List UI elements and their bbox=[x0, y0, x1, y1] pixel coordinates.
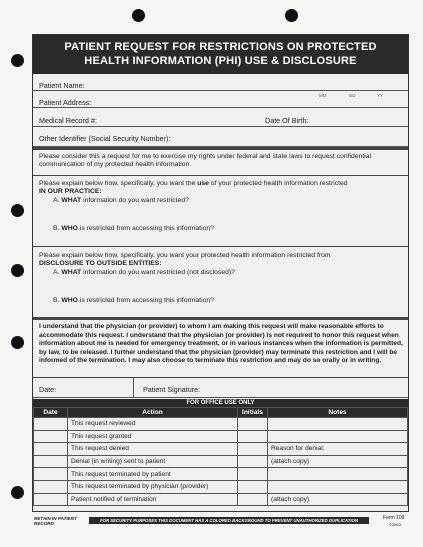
form-title bbox=[33, 35, 408, 74]
col-initials: Initials bbox=[238, 408, 268, 418]
table-row bbox=[34, 430, 408, 443]
notes-cell[interactable]: Reason for denial: bbox=[268, 443, 408, 456]
action-cell: This request denied bbox=[68, 443, 238, 456]
initials-cell[interactable] bbox=[238, 443, 268, 456]
question-prefix: B. bbox=[53, 225, 62, 232]
other-identifier-label: Other Identifier (Social Security Number): bbox=[39, 134, 171, 143]
binder-hole-top-left bbox=[132, 9, 145, 22]
form-number: Form 109 bbox=[383, 515, 405, 521]
retain-note-line-2: RECORD bbox=[34, 521, 54, 526]
date-cell[interactable] bbox=[34, 493, 68, 506]
request-text: Please consider this a request for me to exercise my rights under federal and state laws to request confidential communication of my protected health information. bbox=[39, 153, 372, 169]
retain-note bbox=[34, 516, 77, 526]
question-prefix: A. bbox=[53, 197, 62, 204]
section-divider bbox=[33, 246, 408, 247]
practice-question-a bbox=[53, 197, 189, 205]
date-cell[interactable] bbox=[34, 480, 68, 493]
form-title-line-2: HEALTH INFORMATION (PHI) USE & DISCLOSURE bbox=[84, 55, 357, 67]
initials-cell[interactable] bbox=[238, 430, 268, 443]
patient-address-field[interactable] bbox=[33, 91, 408, 108]
initials-cell[interactable] bbox=[238, 468, 268, 481]
action-cell: Denial (in writing) sent to patient bbox=[68, 455, 238, 468]
table-row bbox=[34, 455, 408, 468]
practice-intro bbox=[39, 180, 403, 197]
year-hint: YY bbox=[377, 93, 384, 98]
notes-cell[interactable] bbox=[268, 418, 408, 431]
question-text: is restricted from accessing this information? bbox=[77, 297, 214, 304]
practice-intro-use: use bbox=[197, 180, 209, 187]
day-hint: DD bbox=[349, 93, 356, 98]
initials-cell[interactable] bbox=[238, 480, 268, 493]
action-cell: This request terminated by physician (provider) bbox=[68, 480, 238, 493]
outside-question-a bbox=[53, 269, 235, 277]
question-text: information do you want restricted (not disclosed)? bbox=[81, 269, 235, 276]
outside-heading: DISCLOSURE TO OUTSIDE ENTITIES: bbox=[39, 260, 162, 268]
practice-heading: IN OUR PRACTICE: bbox=[39, 188, 102, 196]
date-label: Date: bbox=[39, 385, 57, 394]
signature-divider bbox=[133, 378, 134, 398]
question-prefix: A. bbox=[53, 269, 62, 276]
table-row bbox=[34, 480, 408, 493]
col-date: Date bbox=[34, 408, 68, 418]
question-keyword: WHO bbox=[61, 225, 78, 232]
outside-intro bbox=[39, 252, 403, 269]
signature-row[interactable] bbox=[33, 378, 408, 398]
medical-record-field[interactable] bbox=[33, 108, 408, 127]
question-prefix: B. bbox=[53, 297, 62, 304]
medical-record-label: Medical Record #: bbox=[39, 116, 97, 125]
question-keyword: WHAT bbox=[61, 197, 82, 204]
table-row bbox=[34, 418, 408, 431]
form-title-line-1: PATIENT REQUEST FOR RESTRICTIONS ON PROTECTED bbox=[64, 41, 377, 53]
restriction-request-form bbox=[32, 34, 409, 512]
notes-cell[interactable] bbox=[268, 430, 408, 443]
copyright: ©2003 bbox=[389, 522, 401, 527]
date-cell[interactable] bbox=[34, 430, 68, 443]
patient-name-label: Patient Name: bbox=[39, 81, 85, 90]
section-divider bbox=[33, 175, 408, 176]
binder-hole-top-right bbox=[285, 9, 298, 22]
binder-hole-left-4 bbox=[11, 336, 24, 349]
initials-cell[interactable] bbox=[238, 455, 268, 468]
binder-hole-left-3 bbox=[11, 264, 24, 277]
action-cell: Patient notified of termination bbox=[68, 493, 238, 506]
month-hint: MM bbox=[319, 93, 327, 98]
col-notes: Notes bbox=[268, 408, 408, 418]
retain-note-line-1: RETAIN IN PATIENT bbox=[34, 516, 77, 521]
binder-hole-left-5 bbox=[11, 486, 24, 499]
table-row bbox=[34, 493, 408, 506]
practice-question-b bbox=[53, 225, 214, 233]
other-identifier-field[interactable] bbox=[33, 127, 408, 147]
outside-intro-text: Please explain below how, specifically, you want your protected health information restricted from bbox=[39, 252, 331, 259]
binder-hole-left-2 bbox=[11, 204, 24, 217]
action-cell: This request reviewed bbox=[68, 418, 238, 431]
security-notice: FOR SECURITY PURPOSES THIS DOCUMENT HAS A COLORED BACKGROUND TO PREVENT UNAUTHORIZED DUPLICATION bbox=[89, 517, 369, 524]
date-cell[interactable] bbox=[34, 443, 68, 456]
notes-cell[interactable] bbox=[268, 480, 408, 493]
practice-intro-text-2: of your protected health information restricted bbox=[208, 180, 348, 187]
office-use-table bbox=[33, 407, 408, 506]
outside-question-b bbox=[53, 297, 214, 305]
acknowledgement-statement: I understand that the physician (or provider) to whom I am making this request will make reasonable efforts to accommodate this request. I understand that the physician (or provider) is not required to honor this request when information about me is needed for emergency treatment, or in various instances when the information is permitted, by law, to be released. I further understand that the physician (provider) may terminate this restriction and I will be informed of the termination. I may also choose to terminate this restriction and may do so orally or in writing. bbox=[39, 323, 403, 365]
action-cell: This request terminated by patient bbox=[68, 468, 238, 481]
action-cell: This request granted bbox=[68, 430, 238, 443]
col-action: Action bbox=[68, 408, 238, 418]
table-row bbox=[34, 468, 408, 481]
date-cell[interactable] bbox=[34, 468, 68, 481]
date-of-birth-label: Date Of Birth: bbox=[265, 116, 309, 125]
section-divider bbox=[33, 317, 408, 320]
table-row bbox=[34, 443, 408, 456]
practice-intro-text: Please explain below how, specifically, you want the bbox=[39, 180, 198, 187]
office-use-banner: FOR OFFICE USE ONLY bbox=[33, 399, 408, 407]
notes-cell[interactable]: (attach copy) bbox=[268, 493, 408, 506]
question-keyword: WHAT bbox=[61, 269, 82, 276]
question-text: is restricted from accessing this information? bbox=[77, 225, 214, 232]
patient-signature-label: Patient Signature: bbox=[143, 385, 201, 394]
question-text: information do you want restricted? bbox=[81, 197, 189, 204]
notes-cell[interactable] bbox=[268, 468, 408, 481]
notes-cell[interactable]: (attach copy) bbox=[268, 455, 408, 468]
patient-address-label: Patient Address: bbox=[39, 98, 92, 107]
initials-cell[interactable] bbox=[238, 493, 268, 506]
date-cell[interactable] bbox=[34, 455, 68, 468]
date-cell[interactable] bbox=[34, 418, 68, 431]
binder-hole-left-1 bbox=[11, 54, 24, 67]
question-keyword: WHO bbox=[61, 297, 78, 304]
patient-name-field[interactable] bbox=[33, 74, 408, 91]
section-divider bbox=[33, 147, 408, 150]
initials-cell[interactable] bbox=[238, 418, 268, 431]
